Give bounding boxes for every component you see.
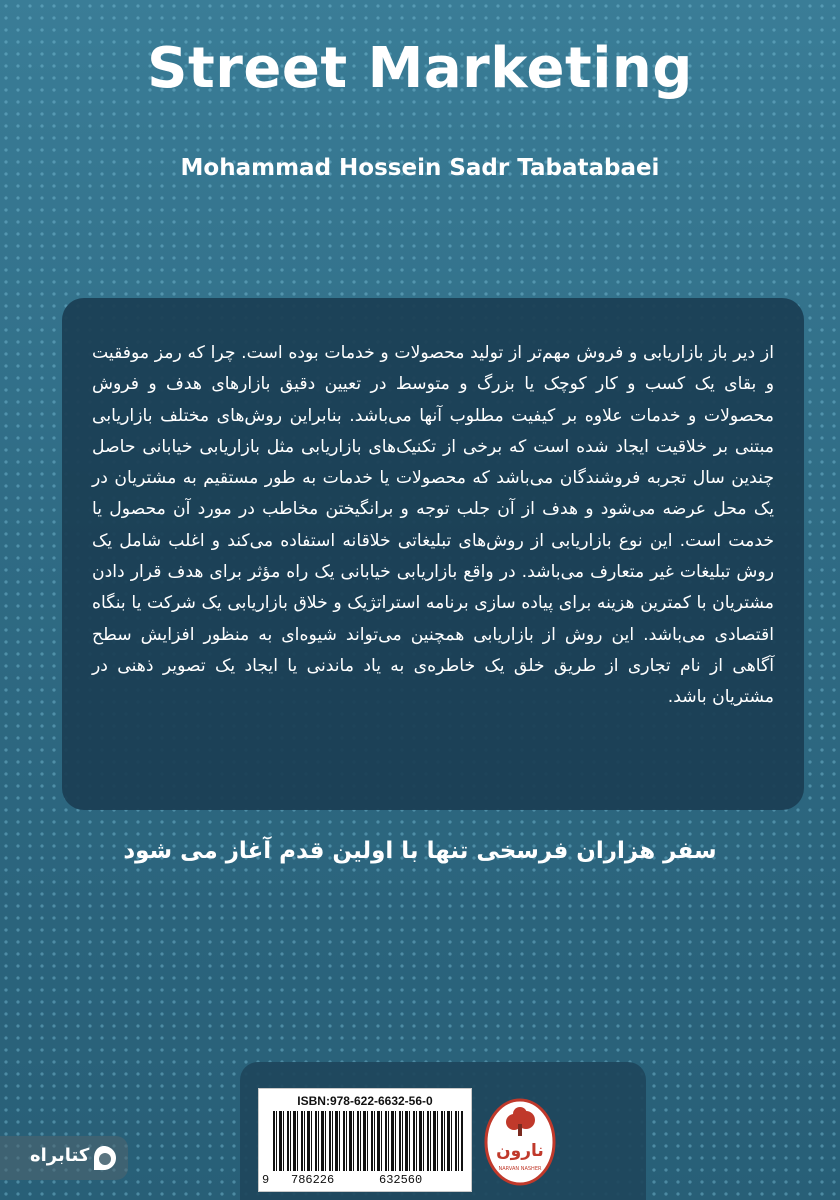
barcode-bars bbox=[273, 1111, 463, 1171]
tagline: سفر هزاران فرسخی تنها با اولین قدم آغاز می شود bbox=[123, 838, 717, 864]
publisher-logo-subtext: NARVAN NASHER bbox=[498, 1166, 542, 1172]
author-name: Mohammad Hossein Sadr Tabatabaei bbox=[180, 155, 660, 181]
barcode bbox=[258, 1088, 472, 1192]
barcode-left-digits: 786226 bbox=[291, 1173, 335, 1187]
isbn-label: ISBN:978-622-6632-56-0 bbox=[297, 1094, 433, 1108]
publisher-logo bbox=[484, 1098, 556, 1186]
ketabrah-watermark bbox=[0, 1136, 128, 1180]
book-title: Street Marketing bbox=[147, 36, 693, 101]
description-panel bbox=[62, 298, 804, 810]
barcode-right-digits: 632560 bbox=[379, 1173, 423, 1187]
book-description: از دیر باز بازاریابی و فروش مهم‌تر از تولید محصولات و خدمات بوده است. چرا که رمز موفقیت و بقای یک کسب و کار کوچک یا بزرگ و متوسط در تعیین دقیق بازارهای هدف و فروش محصولات و خدمات علاوه بر کیفیت مطلوب آنها می‌باشد. بنابراین روش‌های مختلف بازاریابی مبتنی بر خلاقیت ایجاد شده است که برخی از تکنیک‌های بازاریابی مثل بازاریابی خیابانی حاصل چندین سال تجربه فروشندگان می‌باشد که محصولات یا خدمات به طور مستقیم به مشتریان در یک محل عرضه می‌شود و هدف از آن جلب توجه و برانگیختن مخاطب در مورد آن محصول یا خدمت است. این نوع بازاریابی از روش‌های تبلیغاتی خلاقانه استفاده می‌کند و اغلب شامل یک روش تبلیغات غیر متعارف می‌باشد. در واقع بازاریابی خیابانی یک راه مؤثر برای هدف قرار دادن مشتریان با کمترین هزینه برای پیاده سازی برنامه استراتژیک و خلاق بازاریابی یک شرکت یا بنگاه اقتصادی می‌باشد. این روش از بازاریابی همچنین می‌تواند شیوه‌ای به منظور افزایش سطح آگاهی از نام تجاری از طریق خلق یک خاطره‌ی به یاد ماندنی یا ایجاد یک تصویر ذهنی در مشتریان باشد. bbox=[92, 343, 774, 708]
publisher-logo-text: نارون bbox=[496, 1141, 544, 1161]
barcode-prefix-digit: 9 bbox=[262, 1173, 270, 1187]
watermark-label: کتابراه bbox=[30, 1145, 90, 1166]
ketabrah-logo-icon bbox=[90, 1144, 118, 1172]
